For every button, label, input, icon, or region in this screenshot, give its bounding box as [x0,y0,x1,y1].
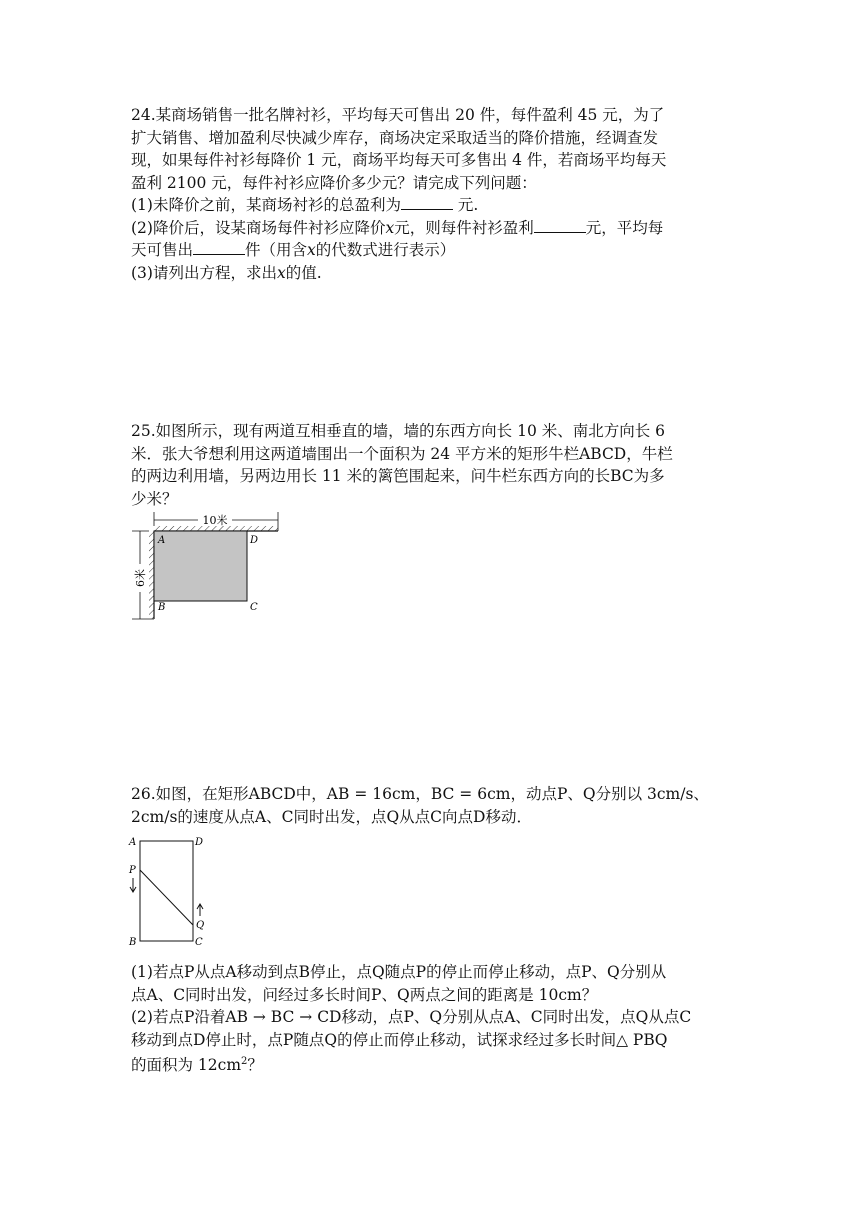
variable-x: x [385,218,395,237]
answer-blank[interactable] [401,194,453,210]
q24-part-2-line-1 [131,217,731,240]
question-26 [131,783,731,828]
q24-line-1: 24.某商场销售一批名牌衬衫，平均每天可售出 20 件，每件盈利 45 元，为了 [131,106,665,124]
q25-line-3: 的两边利用墙，另两边用长 11 米的篱笆围起来，问牛栏东西方向的长BC为多 [131,467,665,485]
q24-part-1 [131,194,731,217]
q26-part-1-line-2: 点A、C同时出发，问经过多长时间P、Q两点之间的距离是 10cm？ [131,985,598,1004]
q25-line-1: 25.如图所示，现有两道互相垂直的墙，墙的东西方向长 10 米、南北方向长 6 [131,422,666,440]
q24-line-2: 扩大销售、增加盈利尽快减少库存，商场决定采取适当的降价措施，经调查发 [131,128,659,147]
point-q-label: Q [196,920,205,931]
segment-pq [140,870,193,925]
q24-line-3: 现，如果每件衬衫每降价 1 元，商场平均每天可多售出 4 件，若商场平均每天 [131,151,667,169]
q24-p2-text-c: 元，平均每 [585,218,664,237]
pen-rectangle [154,531,247,601]
q25-line-4: 少米？ [131,489,178,508]
arrow-down-icon [130,878,136,892]
q24-p1-text: (1)未降价之前，某商场衬衫的总盈利为 [131,196,401,214]
vertex-d-label: D [195,837,204,848]
label-10m: 10米 [202,514,228,527]
q26-p2-question-mark: ？ [247,1056,263,1075]
label-6m: 6米 [134,569,147,587]
rectangle-abcd [140,841,193,941]
left-wall [149,531,154,619]
q26-part-1-line-1: (1)若点P从点A移动到点B停止，点Q随点P的停止而停止移动，点P、Q分别从 [131,963,667,981]
point-p-label: P [129,865,136,876]
vertex-d-label: D [250,535,259,546]
q26-line-2: 2cm/s的速度从点A、C同时出发，点Q从点C向点D移动． [131,807,532,826]
q25-pen-figure [128,508,288,623]
q26-p2-area-text: 的面积为 12cm [131,1056,242,1075]
vertex-a-label: A [158,535,166,546]
q24-p2-text-e: 件（用含 [245,241,308,259]
variable-x: x [276,263,286,282]
vertex-c-label: C [250,602,258,613]
q26-part-2-line-1: (2)若点P沿着AB → BC → CD移动，点P、Q分别从点A、C同时出发，点Q从点C [131,1008,692,1026]
variable-x: x [307,241,316,259]
q26-p2-exponent: 2 [241,1056,248,1067]
q24-line-4: 盈利 2100 元，每件衬衫应降价多少元？请完成下列问题： [131,173,537,192]
answer-blank[interactable] [534,217,586,233]
q25-line-2: 米．张大爷想利用这两道墙围出一个面积为 24 平方米的矩形牛栏ABCD，牛栏 [131,444,673,463]
q24-part-2-line-2 [131,239,731,262]
question-25 [131,420,731,510]
q26-line-1: 26.如图，在矩形ABCD中，AB = 16cm，BC = 6cm，动点P、Q分别以 3cm/s、 [131,785,709,803]
q24-p3-text-a: (3)请列出方程，求出 [131,263,277,282]
q24-p2-text-a: (2)降价后，设某商场每件衬衫应降价 [131,218,386,237]
q26-rectangle-figure [127,832,213,950]
question-24 [131,104,731,284]
vertex-a-label: A [129,837,137,848]
q24-p2-text-b: 元，则每件衬衫盈利 [394,218,534,237]
answer-blank[interactable] [193,239,245,255]
vertex-b-label: B [158,602,166,613]
q24-p2-text-d: 天可售出 [131,241,194,259]
q24-part-3 [131,262,731,285]
question-26-parts [131,961,731,1074]
q24-p2-text-f: 的代数式进行表示） [315,241,456,259]
q26-part-2-line-2: 移动到点D停止时，点P随点Q的停止而停止移动，试探求经过多长时间△ PBQ [131,1030,668,1049]
vertex-b-label: B [129,937,137,948]
q24-p3-text-b: 的值. [285,263,322,282]
q26-part-2-line-3 [131,1051,731,1074]
vertex-c-label: C [195,937,203,948]
arrow-up-icon [197,904,203,916]
q24-p1-unit: 元. [452,196,479,214]
